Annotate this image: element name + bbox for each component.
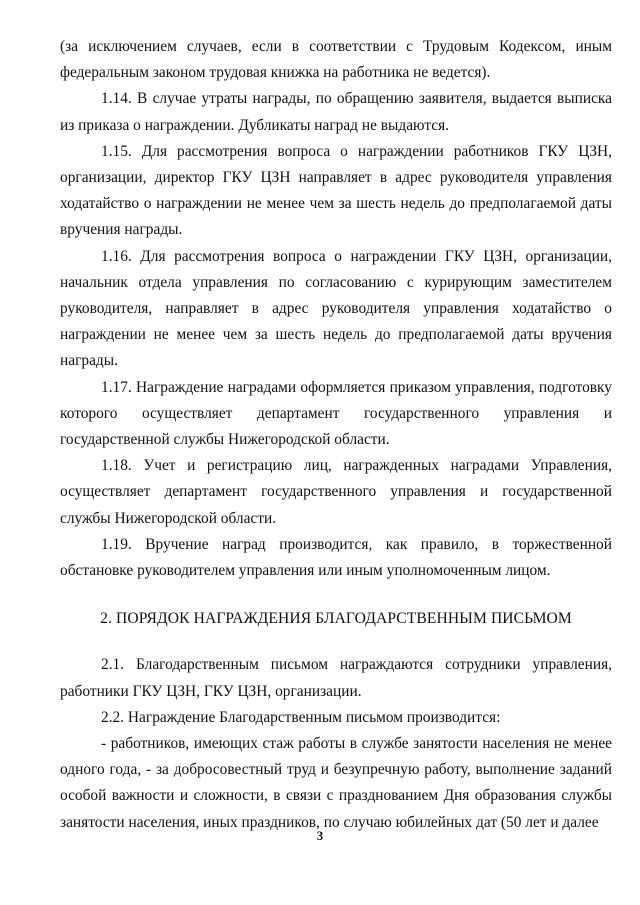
paragraph-1-15: 1.15. Для рассмотрения вопроса о награждении работников ГКУ ЦЗН, организации, директор ГКУ ЦЗН направляет в адрес руководителя управления ходатайство о награждении не менее чем за шесть недель до предполагаемой даты вручения награды.: [60, 142, 612, 239]
section-heading: 2. ПОРЯДОК НАГРАЖДЕНИЯ БЛАГОДАРСТВЕННЫМ ПИСЬМОМ: [100, 610, 572, 628]
paragraph-1-16: 1.16. Для рассмотрения вопроса о награждении ГКУ ЦЗН, организации, начальник отдела управления по согласованию с курирующим заместителем руководителя, направляет в адрес руководителя управления ходатайство о награждении не менее чем за шесть недель до предполагаемой даты вручения награды.: [60, 247, 612, 370]
paragraph-1-19: 1.19. Вручение наград производится, как правило, в торжественной обстановке руководителем управления или иным уполномоченным лицом.: [60, 535, 612, 580]
paragraph-2-1: 2.1. Благодарственным письмом награждаются сотрудники управления, работники ГКУ ЦЗН, ГКУ ЦЗН, организации.: [60, 656, 612, 700]
page-number: 3: [316, 828, 324, 843]
paragraph-2-2: 2.2. Награждение Благодарственным письмом производится:: [101, 708, 501, 726]
paragraph-1-17: 1.17. Награждение наградами оформляется приказом управления, подготовку которого осуществляет департамент государственного управления и государственной службы Нижегородской области.: [60, 378, 612, 449]
paragraph-1-18: 1.18. Учет и регистрацию лиц, награжденных наградами Управления, осуществляет департамент государственного управления и государственной службы Нижегородской области.: [60, 457, 612, 527]
paragraph-continuation: (за исключением случаев, если в соответствии с Трудовым Кодексом, иным федеральным законом трудовая книжка на работника не ведется).: [60, 38, 612, 82]
document-body: [60, 34, 612, 836]
paragraph-1-14: 1.14. В случае утраты награды, по обращению заявителя, выдается выписка из приказа о награждении. Дубликаты наград не выдаются.: [60, 90, 612, 134]
paragraph-2-2-item: - работников, имеющих стаж работы в службе занятости населения не менее одного года, - за добросовестный труд и безупречную работу, выполнение заданий особой важности и сложности, в связи с празднованием Дня образования службы занятости населения, иных праздников, по случаю юбилейных дат (50 лет и далее: [60, 735, 612, 831]
